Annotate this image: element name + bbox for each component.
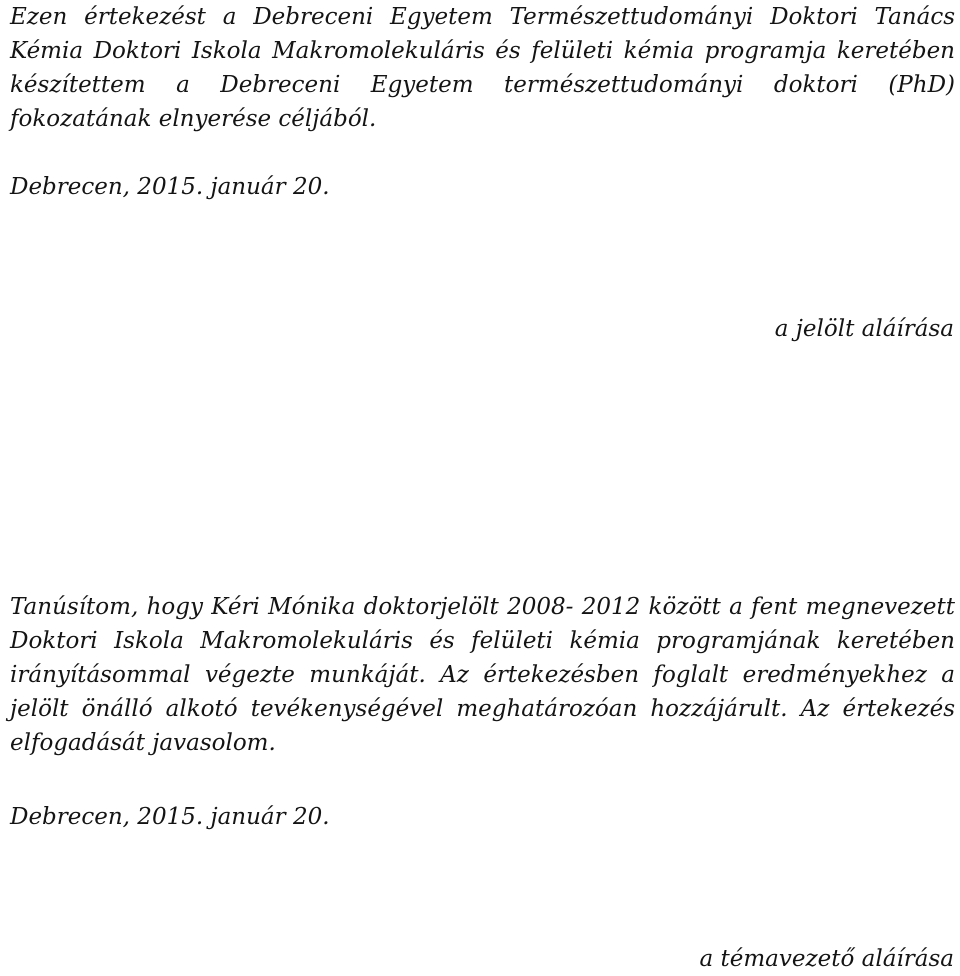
candidate-declaration-paragraph: Ezen értekezést a Debreceni Egyetem Természettudományi Doktori Tanács Kémia Doktori Iskola Makromolekuláris és felületi kémia programja keretében készítettem a Debreceni Egyetem természettudományi doktori (PhD) fokozatának elnyerése céljából. bbox=[10, 4, 955, 132]
candidate-signature-label: a jelölt aláírása bbox=[774, 316, 954, 342]
supervisor-certification-date: Debrecen, 2015. január 20. bbox=[10, 804, 330, 830]
candidate-declaration-date: Debrecen, 2015. január 20. bbox=[10, 174, 330, 200]
supervisor-signature-label: a témavezető aláírása bbox=[699, 946, 954, 972]
supervisor-certification-paragraph: Tanúsítom, hogy Kéri Mónika doktorjelölt 2008- 2012 között a fent megnevezett Doktori Iskola Makromolekuláris és felületi kémia programjának keretében irányításommal végezte munkáját. Az értekezésben foglalt eredményekhez a jelölt önálló alkotó tevékenységével meghatározóan hozzájárult. Az értekezés elfogadását javasolom. bbox=[10, 594, 955, 756]
